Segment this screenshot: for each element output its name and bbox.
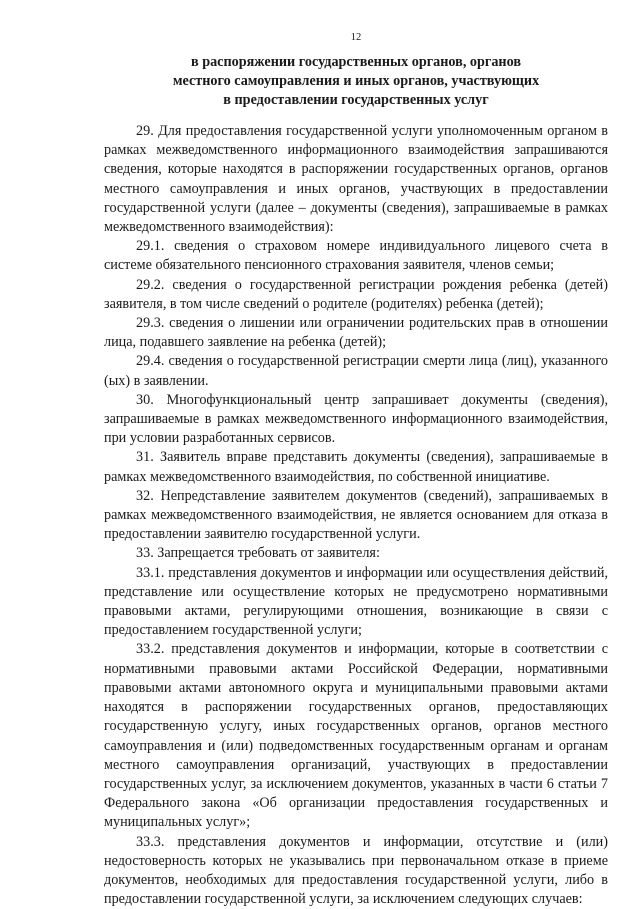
paragraph: 29.3. сведения о лишении или ограничении родительских прав в отношении лица, подавшего заявление на ребенка (детей); <box>104 315 608 351</box>
body-text <box>104 122 608 909</box>
paragraph: 33.3. представления документов и информации, отсутствие и (или) недостоверность которых не указывались при первоначальном отказе в приеме документов, необходимых для предоставления государственной услуги, либо в предоставлении государственной услуги, за исключением следующих случаев: <box>104 833 608 908</box>
paragraph: 29.4. сведения о государственной регистрации смерти лица (лиц), указанного (ых) в заявлении. <box>104 353 608 389</box>
paragraph: 29. Для предоставления государственной услуги уполномоченным органом в рамках межведомственного информационного взаимодействия запрашиваются сведения, которые находятся в распоряжении государственных органов, органов местного самоуправления и иных органов, участвующих в предоставлении государственной услуги (далее – документы (сведения), запрашиваемые в рамках межведомственного взаимодействия): <box>104 123 608 236</box>
paragraph: 33. Запрещается требовать от заявителя: <box>136 545 380 562</box>
paragraph: 29.2. сведения о государственной регистрации рождения ребенка (детей) заявителя, в том числе сведений о родителе (родителях) ребенка (детей); <box>104 276 608 312</box>
heading-line: местного самоуправления и иных органов, участвующих <box>172 73 540 89</box>
page-number: 12 <box>350 32 362 43</box>
paragraph: 32. Непредставление заявителем документов (сведений), запрашиваемых в рамках межведомственного взаимодействия, не является основанием для отказа в предоставлении заявителю государственной услуги. <box>104 487 608 543</box>
heading-line: в предоставлении государственных услуг <box>223 92 489 108</box>
paragraph: 31. Заявитель вправе представить документы (сведения), запрашиваемые в рамках межведомственного взаимодействия, по собственной инициативе. <box>104 449 608 485</box>
paragraph: 30. Многофункциональный центр запрашивает документы (сведения), запрашиваемые в рамках межведомственного информационного взаимодействия, при условии разработанных сервисов. <box>104 391 608 447</box>
paragraph: 33.1. представления документов и информации или осуществления действий, представление или осуществление которых не предусмотрено нормативными правовыми актами, регулирующими отношения, возникающие в связи с предоставлением государственной услуги; <box>104 564 608 639</box>
section-heading <box>104 53 608 110</box>
paragraph: 33.2. представления документов и информации, которые в соответствии с нормативными правовыми актами Российской Федерации, нормативными правовыми актами автономного округа и муниципальными правовыми актами находятся в распоряжении государственных органов, предоставляющих государственную услугу, иных государственных органов, органов местного самоуправления и (или) подведомственных государственным органам и органам местного самоуправления организаций, участвующих в предоставлении государственных услуг, за исключением документов, указанных в части 6 статьи 7 Федерального закона «Об организации предоставления государственных и муниципальных услуг»; <box>104 641 608 831</box>
paragraph: 29.1. сведения о страховом номере индивидуального лицевого счета в системе обязательного пенсионного страхования заявителя, членов семьи; <box>104 238 608 274</box>
heading-line: в распоряжении государственных органов, органов <box>190 54 522 70</box>
